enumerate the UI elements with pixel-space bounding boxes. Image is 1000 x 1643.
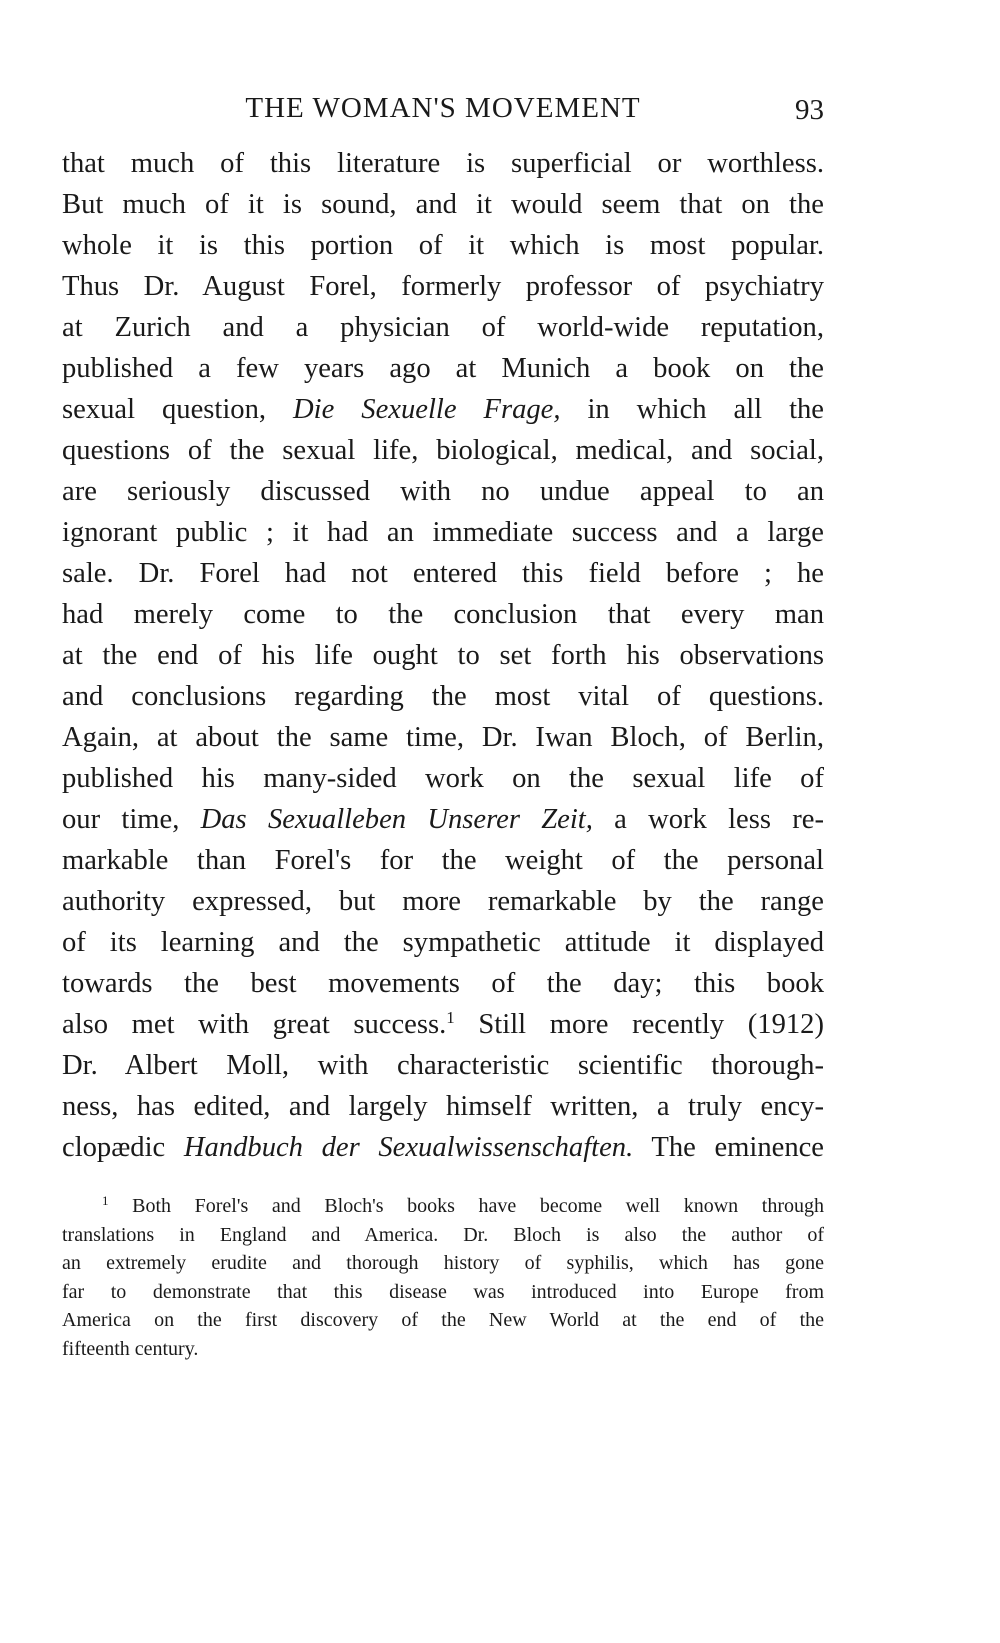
text-line: published his many-sided work on the sexual life of [62,763,824,794]
text-line [62,1004,824,1045]
text-line: of its learning and the sympathetic attitude it displayed [62,927,824,958]
text-line [62,1127,824,1168]
text-segment: also met with great success. [62,1009,447,1040]
page-number: 93 [795,94,824,126]
text-segment: clopædic [62,1132,166,1163]
text-line: Dr. Albert Moll, with characteristic scientific thorough- [62,1050,824,1081]
footnote-marker: 1 [102,1193,109,1208]
text-line: But much of it is sound, and it would seem that on the [62,189,824,220]
text-line [62,799,824,840]
footnote [62,1192,824,1364]
text-line: published a few years ago at Munich a book on the [62,353,824,384]
text-segment: Still more recently (1912) [478,1009,824,1040]
text-segment: The eminence [651,1132,824,1163]
footnote-line: America on the first discovery of the New World at the end of the [62,1309,824,1332]
footnote-line: far to demonstrate that this disease was introduced into Europe from [62,1280,824,1303]
running-head [62,88,824,128]
text-line: whole it is this portion of it which is most popular. [62,230,824,261]
text-line: Again, at about the same time, Dr. Iwan Bloch, of Berlin, [62,722,824,753]
text-line: at Zurich and a physician of world-wide reputation, [62,312,824,343]
text-line: Thus Dr. August Forel, formerly professor of psychiatry [62,271,824,302]
text-line [62,389,824,430]
text-line: and conclusions regarding the most vital of questions. [62,681,824,712]
text-line: ignorant public ; it had an immediate success and a large [62,517,824,548]
text-segment: sexual question, [62,394,267,425]
text-line: markable than Forel's for the weight of the personal [62,845,824,876]
text-line: authority expressed, but more remarkable by the range [62,886,824,917]
body-text [62,143,824,1168]
footnote-reference: 1 [446,1008,455,1027]
footnote-line: an extremely erudite and thorough history of syphilis, which has gone [62,1252,824,1275]
text-segment: our time, [62,804,180,835]
running-title: THE WOMAN'S MOVEMENT [245,92,641,124]
book-title-forel: Die Sexuelle Frage, [293,394,561,425]
text-line: towards the best movements of the day; this book [62,968,824,999]
text-line: had merely come to the conclusion that every man [62,599,824,630]
footnote-line: fifteenth century. [62,1337,199,1360]
text-line: questions of the sexual life, biological, medical, and social, [62,435,824,466]
text-line: ness, has edited, and largely himself written, a truly ency- [62,1091,824,1122]
text-segment: in which all the [587,394,824,425]
book-title-bloch: Das Sexualleben Unserer Zeit, [200,804,593,835]
footnote-line: translations in England and America. Dr. Bloch is also the author of [62,1223,824,1246]
text-line: sale. Dr. Forel had not entered this field before ; he [62,558,824,589]
text-line: that much of this literature is superficial or worthless. [62,148,824,179]
text-line: at the end of his life ought to set forth his observations [62,640,824,671]
footnote-line [62,1192,824,1221]
book-title-moll: Handbuch der Sexualwissenschaften. [183,1132,634,1163]
text-segment: a work less re- [614,804,824,835]
text-line: are seriously discussed with no undue appeal to an [62,476,824,507]
footnote-text: Both Forel's and Bloch's books have become well known through [132,1195,824,1217]
